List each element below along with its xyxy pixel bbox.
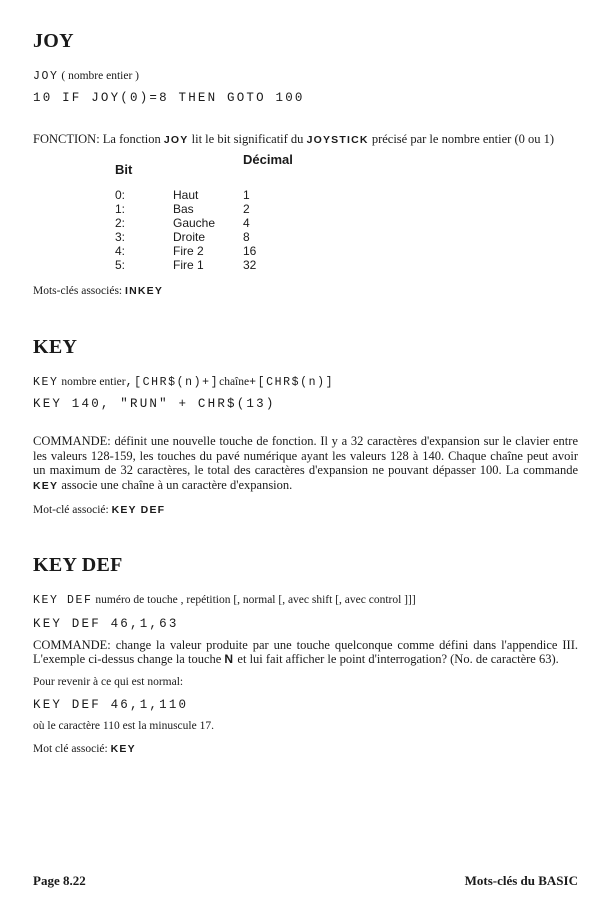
table-row (33, 230, 578, 244)
table-row (33, 202, 578, 216)
joy-syntax (33, 67, 578, 86)
keydef-heading: KEY DEF (33, 553, 123, 576)
joy-syntax-keyword: JOY (33, 70, 59, 83)
decimal-cell: 32 (243, 257, 257, 272)
direction-cell: Gauche (173, 215, 216, 230)
key-example: KEY 140, "RUN" + CHR$(13) (33, 397, 276, 411)
table-body (33, 188, 578, 272)
keydef-syntax: KEY DEF numéro de touche , repétition [, normal [, avec shift [, avec control ]]] (33, 593, 416, 607)
joy-example: 10 IF JOY(0)=8 THEN GOTO 100 (33, 91, 305, 105)
bit-cell: 0: (115, 187, 126, 202)
direction-cell: Droite (173, 229, 206, 244)
key-description: COMMANDE: définit une nouvelle touche de fonction. Il y a 32 caractères d'expansion sur le clavier entre les valeurs 128-159, les touches du pavé numérique ayant les valeurs 128 à 140. Chaque chaîne peut avoir un maximum de 32 caractères, le total des caractères d'expansion ne pouvant dépasser 100. La commande KEY associe une chaîne à un caractère d'expansion. (33, 434, 578, 492)
decimal-cell: 16 (243, 243, 257, 258)
keydef-note: où le caractère 110 est la minuscule 17. (33, 720, 214, 732)
bit-cell: 4: (115, 243, 126, 258)
table-row (33, 258, 578, 272)
table-row (33, 216, 578, 230)
keydef-associated-keyword: Mot clé associé: KEY (33, 742, 136, 755)
key-associated-keyword: Mot-clé associé: KEY DEF (33, 504, 166, 516)
header-bit: Bit (115, 161, 133, 177)
table-row (33, 244, 578, 258)
joystick-bit-table (33, 152, 578, 272)
bit-cell: 1: (115, 201, 126, 216)
page-number: Page 8.22 (33, 873, 86, 888)
decimal-cell: 8 (243, 229, 250, 244)
decimal-cell: 2 (243, 201, 250, 216)
keydef-revert-text: Pour revenir à ce qui est normal: (33, 675, 184, 688)
bit-cell: 5: (115, 257, 126, 272)
direction-cell: Bas (173, 201, 194, 216)
decimal-cell: 4 (243, 215, 250, 230)
joy-heading: JOY (33, 30, 74, 52)
section-title: Mots-clés du BASIC (464, 873, 578, 888)
bit-cell: 2: (115, 215, 126, 230)
table-row (33, 188, 578, 202)
direction-cell: Fire 1 (173, 257, 204, 272)
key-heading: KEY (33, 336, 78, 358)
direction-cell: Haut (173, 187, 199, 202)
bit-cell: 3: (115, 229, 126, 244)
joy-syntax-args: ( nombre entier ) (61, 70, 139, 82)
header-decimal: Décimal (243, 151, 293, 167)
direction-cell: Fire 2 (173, 243, 204, 258)
key-syntax: KEY nombre entier,[CHR$(n)+]chaîne+[CHR$(n)] (33, 376, 335, 389)
joy-associated-keywords: Mots-clés associés: INKEY (33, 284, 164, 297)
decimal-cell: 1 (243, 187, 250, 202)
page-content (33, 30, 578, 756)
page-footer (33, 873, 578, 889)
keydef-example-2: KEY DEF 46,1,110 (33, 698, 189, 712)
keydef-description: COMMANDE: change la valeur produite par une touche quelconque comme défini dans l'appendice III. L'exemple ci-dessus change la touche N et lui fait afficher le point d'interrogation? (No. de caractère 63). (33, 637, 578, 666)
keydef-example-1: KEY DEF 46,1,63 (33, 616, 179, 631)
table-header (33, 152, 578, 178)
joy-description: FONCTION: La fonction JOY lit le bit significatif du JOYSTICK précisé par le nombre entier (0 ou 1) (33, 132, 555, 146)
